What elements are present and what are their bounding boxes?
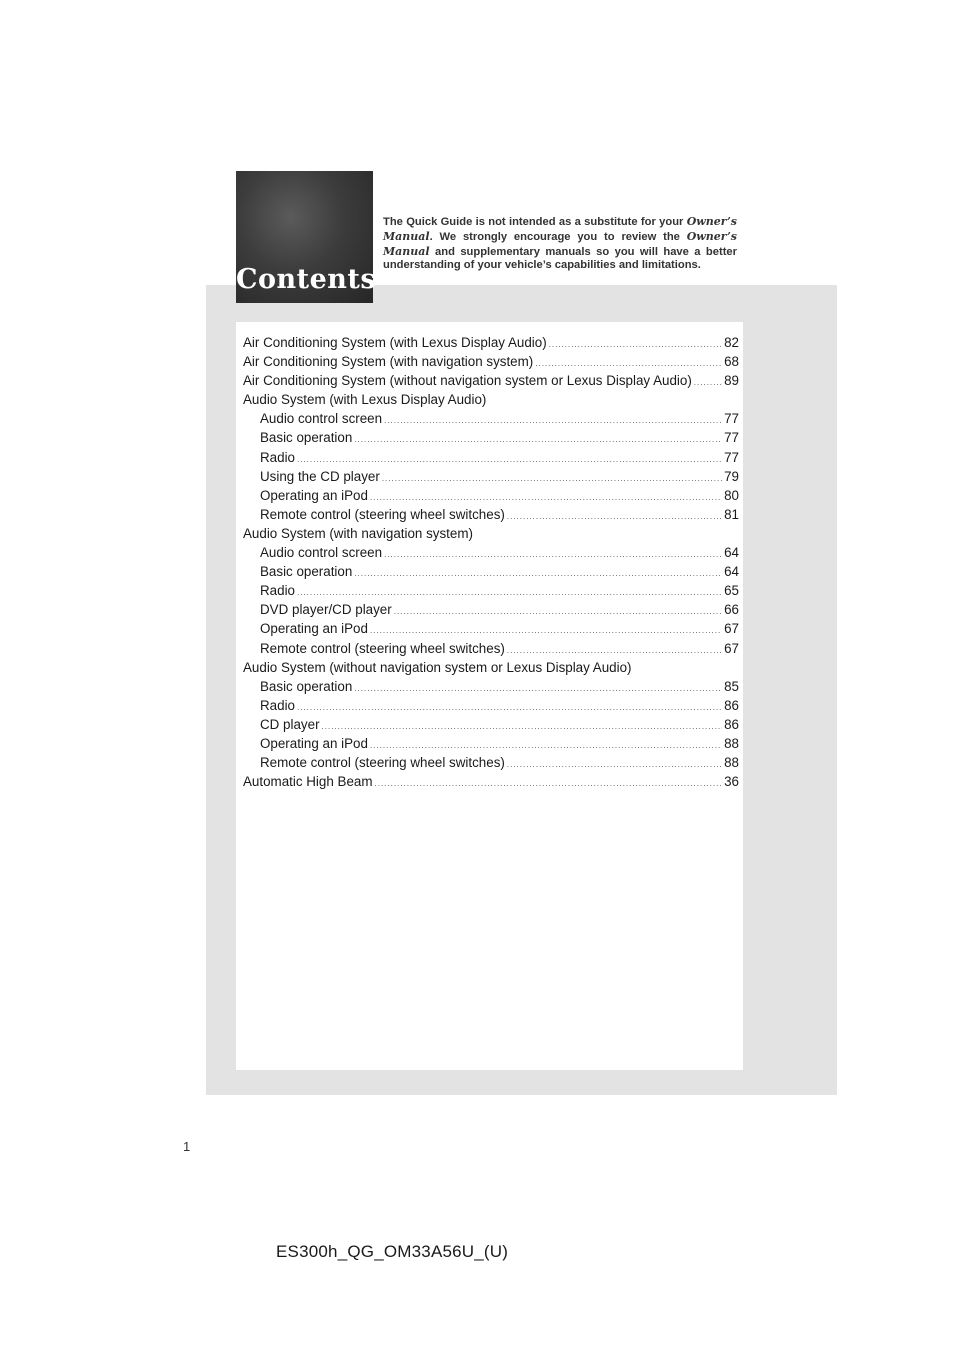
toc-page: 88 bbox=[724, 755, 739, 771]
toc-label: Audio control screen bbox=[260, 411, 383, 427]
intro-text-2: . We strongly encourage you to review the bbox=[429, 230, 687, 243]
toc-entry-basic-operation[interactable] bbox=[243, 677, 739, 696]
toc-page: 77 bbox=[724, 411, 739, 427]
toc-label: Audio System (without navigation system or Lexus Display Audio) bbox=[243, 659, 632, 675]
toc-label: Operating an iPod bbox=[260, 487, 368, 503]
toc-label: DVD player/CD player bbox=[260, 602, 392, 618]
toc-entry-remote-control[interactable] bbox=[243, 639, 739, 658]
leader-dots bbox=[354, 430, 722, 449]
leader-dots bbox=[507, 755, 722, 774]
toc-label: Air Conditioning System (without navigation system or Lexus Display Audio) bbox=[243, 373, 692, 389]
toc-entry-operating-ipod[interactable] bbox=[243, 734, 739, 753]
leader-dots bbox=[394, 602, 722, 621]
toc-entry-basic-operation[interactable] bbox=[243, 562, 739, 581]
toc-page: 82 bbox=[724, 335, 739, 350]
toc-label: Operating an iPod bbox=[260, 735, 368, 751]
toc-page: 80 bbox=[724, 487, 739, 503]
toc-label: Operating an iPod bbox=[260, 621, 368, 637]
toc-entry-dvd-cd-player[interactable] bbox=[243, 600, 739, 619]
toc-label: Radio bbox=[260, 697, 295, 713]
toc-entry-basic-operation[interactable] bbox=[243, 428, 739, 447]
leader-dots bbox=[507, 507, 722, 526]
leader-dots bbox=[549, 335, 722, 354]
toc-entry-radio[interactable] bbox=[243, 448, 739, 467]
toc-entry-ac-navigation[interactable] bbox=[243, 352, 739, 371]
toc-entry-operating-ipod[interactable] bbox=[243, 619, 739, 638]
toc-page: 64 bbox=[724, 564, 739, 580]
toc-entry-radio[interactable] bbox=[243, 696, 739, 715]
toc-entry-operating-ipod[interactable] bbox=[243, 486, 739, 505]
toc-label: CD player bbox=[260, 716, 320, 732]
intro-text-1: The Quick Guide is not intended as a substitute for your bbox=[383, 216, 687, 228]
toc-page: 81 bbox=[724, 506, 739, 522]
toc-label: Air Conditioning System (with navigation system) bbox=[243, 354, 534, 370]
toc-heading-audio-lexus-display-audio bbox=[243, 390, 739, 409]
toc-page: 86 bbox=[724, 697, 739, 713]
toc-label: Audio System (with navigation system) bbox=[243, 525, 473, 541]
toc-page: 88 bbox=[724, 735, 739, 751]
leader-dots bbox=[375, 774, 723, 793]
toc-page: 79 bbox=[724, 468, 739, 484]
owners-manual-ref-1: Owner’s Manual bbox=[383, 215, 737, 243]
toc-entry-radio[interactable] bbox=[243, 581, 739, 600]
toc-page: 64 bbox=[724, 545, 739, 561]
leader-dots bbox=[322, 717, 723, 736]
toc-entry-ac-without-navigation[interactable] bbox=[243, 371, 739, 390]
intro-text-3: and supplementary manuals so you will have a better understanding of your vehicle’s capabilities and limitations. bbox=[383, 245, 737, 272]
toc-page: 77 bbox=[724, 430, 739, 446]
toc-page: 68 bbox=[724, 354, 739, 370]
toc-label: Remote control (steering wheel switches) bbox=[260, 640, 505, 656]
toc-heading-audio-without-navigation bbox=[243, 658, 739, 677]
leader-dots bbox=[354, 564, 722, 583]
contents-header-block bbox=[236, 171, 377, 303]
toc-page: 89 bbox=[724, 373, 739, 389]
toc-page: 67 bbox=[724, 621, 739, 637]
toc-page: 65 bbox=[724, 583, 739, 599]
toc-page: 67 bbox=[724, 640, 739, 656]
toc-label: Audio control screen bbox=[260, 545, 383, 561]
toc-entry-audio-control-screen[interactable] bbox=[243, 409, 739, 428]
toc-label: Audio System (with Lexus Display Audio) bbox=[243, 392, 487, 408]
contents-title: Contents bbox=[236, 264, 377, 295]
toc-entry-cd-player[interactable] bbox=[243, 715, 739, 734]
toc-label: Radio bbox=[260, 583, 295, 599]
toc-label: Air Conditioning System (with Lexus Display Audio) bbox=[243, 335, 547, 350]
toc-label: Remote control (steering wheel switches) bbox=[260, 506, 505, 522]
leader-dots bbox=[694, 373, 722, 392]
toc-label: Basic operation bbox=[260, 678, 353, 694]
table-of-contents bbox=[243, 333, 739, 791]
intro-note bbox=[383, 215, 737, 273]
toc-entry-audio-control-screen[interactable] bbox=[243, 543, 739, 562]
toc-entry-using-cd-player[interactable] bbox=[243, 467, 739, 486]
toc-page: 77 bbox=[724, 449, 739, 465]
owners-manual-ref-2: Owner’s Manual bbox=[383, 229, 737, 258]
leader-dots bbox=[384, 411, 722, 430]
toc-heading-audio-navigation bbox=[243, 524, 739, 543]
leader-dots bbox=[297, 698, 722, 717]
document-code: ES300h_QG_OM33A56U_(U) bbox=[276, 1242, 509, 1261]
toc-entry-remote-control[interactable] bbox=[243, 505, 739, 524]
leader-dots bbox=[354, 679, 722, 698]
toc-label: Radio bbox=[260, 449, 295, 465]
leader-dots bbox=[384, 545, 722, 564]
toc-label: Basic operation bbox=[260, 564, 353, 580]
toc-page: 86 bbox=[724, 716, 739, 732]
toc-page: 85 bbox=[724, 678, 739, 694]
toc-page: 66 bbox=[724, 602, 739, 618]
toc-entry-automatic-high-beam[interactable] bbox=[243, 772, 739, 791]
toc-label: Using the CD player bbox=[260, 468, 380, 484]
toc-entry-remote-control[interactable] bbox=[243, 753, 739, 772]
toc-page: 36 bbox=[724, 774, 739, 790]
leader-dots bbox=[382, 469, 722, 488]
toc-label: Automatic High Beam bbox=[243, 774, 373, 790]
toc-entry-ac-lexus-display-audio[interactable] bbox=[243, 333, 739, 352]
page-number: 1 bbox=[183, 1139, 191, 1154]
toc-label: Remote control (steering wheel switches) bbox=[260, 755, 505, 771]
toc-label: Basic operation bbox=[260, 430, 353, 446]
